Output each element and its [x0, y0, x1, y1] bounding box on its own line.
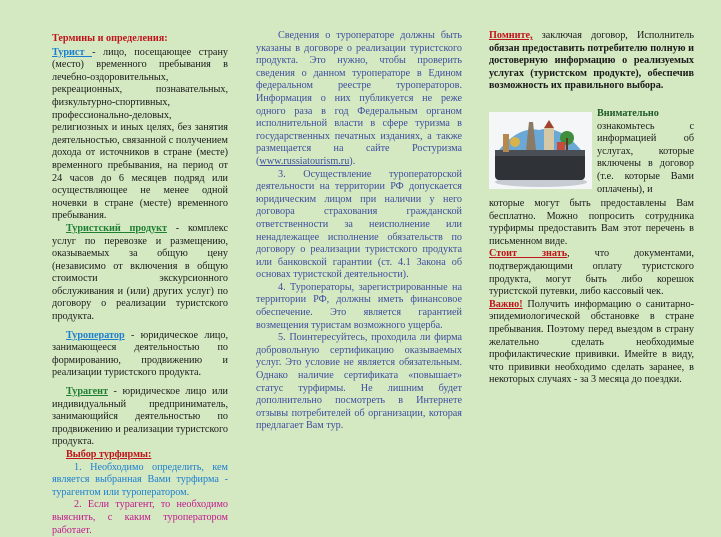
term-tourist: [52, 47, 228, 223]
attention-box: [597, 108, 694, 196]
attention-label: Внимательно: [597, 108, 659, 119]
important-paragraph: [489, 299, 694, 387]
term-tour-product-label: Туристский продукт: [66, 222, 167, 234]
remember-paragraph: [489, 30, 694, 93]
point-5: 5. Поинтересуйтесь, проходила ли фирма добровольную сертификацию оказываемых услуг. Это условие не является обязательным. Однако наличие сертификата «повышает» статус турфирмы. Не лишним будет дополнительно посмотреть в Интернете отзывы потребителей об организации, которая предлагает Вам тур.: [256, 332, 462, 432]
column-remember: [489, 30, 694, 93]
column-definitions: [52, 30, 228, 537]
attention-paragraph: [597, 108, 694, 196]
column-3-lower: [489, 198, 694, 387]
term-operator: [52, 330, 228, 380]
choose-item-1: 1. Необходимо определить, кем является выбранная Вами турфирма - турагентом или туроператором.: [52, 461, 228, 498]
remember-bold-text: обязан предоставить потребителю полную и достоверную информацию о реализуемых услугах (туристском продукте), обеспечив возможность их правильного выбора.: [489, 42, 694, 92]
term-tourist-text: - лицо, посещающее страну (место) временного пребывания в лечебно-оздоровительных, рекреационных, познавательных, физкультурно-спортивных, профессионально-деловых, религиозных и иных целях, без занятия деятельностью, связанной с получением дохода от источников в стране (месте) временного пребывания, на период от 24 часов до 6 месяцев подряд или осуществляющее не менее одной ночевки в стране (месте) временного пребывания.: [52, 46, 228, 222]
term-agent-text: - юридическое лицо или индивидуальный предприниматель, занимающийся деятельностью по продвижению и реализации туристского продукта.: [52, 386, 228, 448]
term-operator-text: - юридическое лицо, занимающееся деятельностью по формированию, продвижению и реализации туристского продукта.: [52, 329, 228, 379]
choose-firm-title-text: Выбор турфирмы:: [66, 449, 152, 460]
column-operator-info: [256, 30, 462, 433]
term-operator-label: Туроператор: [66, 329, 125, 341]
term-tour-product: [52, 223, 228, 324]
remember-text: заключая договор, Исполнитель: [532, 30, 694, 41]
operator-info-text: Сведения о туроператоре должны быть указаны в договоре о реализации туристского продукта. Это нужно, чтобы проверить сведения о данном туроператоре в Едином федеральном реестре туроператоров. Информация о них публикуется не реже одного раза в год Федеральным органом исполнительной власти в сфере туризма в государственных печатных изданиях, а также размещается на сайте Ростуризма (: [256, 30, 462, 167]
operator-info-end: ).: [349, 155, 356, 167]
attention-text: ознакомьтесь с информацией об услугах, которые включены в договор (т.е. которые Вами оплачены), и: [597, 120, 694, 195]
point-4: 4. Туроператоры, зарегистрированные на территории РФ, должны иметь финансовое обеспечение. Это является гарантией возмещения туристам возможного ущерба.: [256, 281, 462, 331]
choose-firm-title: [52, 449, 228, 462]
important-label: Важно!: [489, 298, 523, 310]
know-label: Стоит знать: [489, 248, 568, 260]
important-text: Получить информацию о санитарно-эпидемиологической обстановке в стране пребывания. Поэтому перед выездом в страну желательно сделать необходимые профилактические прививки. Имейте в виду, что прививки необходимо сделать заранее, в некоторых случаях - за 3 месяца до поездки.: [489, 298, 694, 386]
choose-item-2: 2. Если турагент, то необходимо выяснить, с каким туроператором работает.: [52, 499, 228, 536]
term-agent-label: Турагент: [66, 386, 109, 398]
remember-label: Помните,: [489, 30, 533, 41]
term-tour-product-text: - комплекс услуг по перевозке и размещению, оказываемых за общую цену (независимо от включения в общую стоимости экскурсионного обслуживания и (или) других услуг) по договору о реализации туристского продукта.: [52, 222, 228, 323]
definitions-heading: Термины и определения:: [52, 33, 168, 44]
term-agent: [52, 386, 228, 449]
know-paragraph: [489, 248, 694, 298]
point-3: 3. Осуществление туроператорской деятельности на территории РФ допускается юридическим лицом при наличии у него договора страхования гражданской ответственности за неисполнение или ненадлежащее исполнение обязательств по договору о реализации туристского продукта или банковской гарантии (ст. 4.1 Закона об основах туристской деятельности).: [256, 168, 462, 281]
rosturism-link[interactable]: www.russiatourism.ru: [259, 155, 350, 167]
attention-continuation: которые могут быть предоставлены Вам бесплатно. Можно попросить сотрудника турфирмы предоставить Вам этот перечень в письменном виде.: [489, 198, 694, 247]
term-tourist-label: Турист: [52, 46, 93, 58]
know-text: , что документами, подтверждающими оплату туристского продукта, могут быть либо корешок туристской путевки, либо кассовый чек.: [489, 248, 694, 298]
suitcase-landmarks-icon: [489, 112, 592, 189]
operator-info-paragraph: [256, 30, 462, 169]
